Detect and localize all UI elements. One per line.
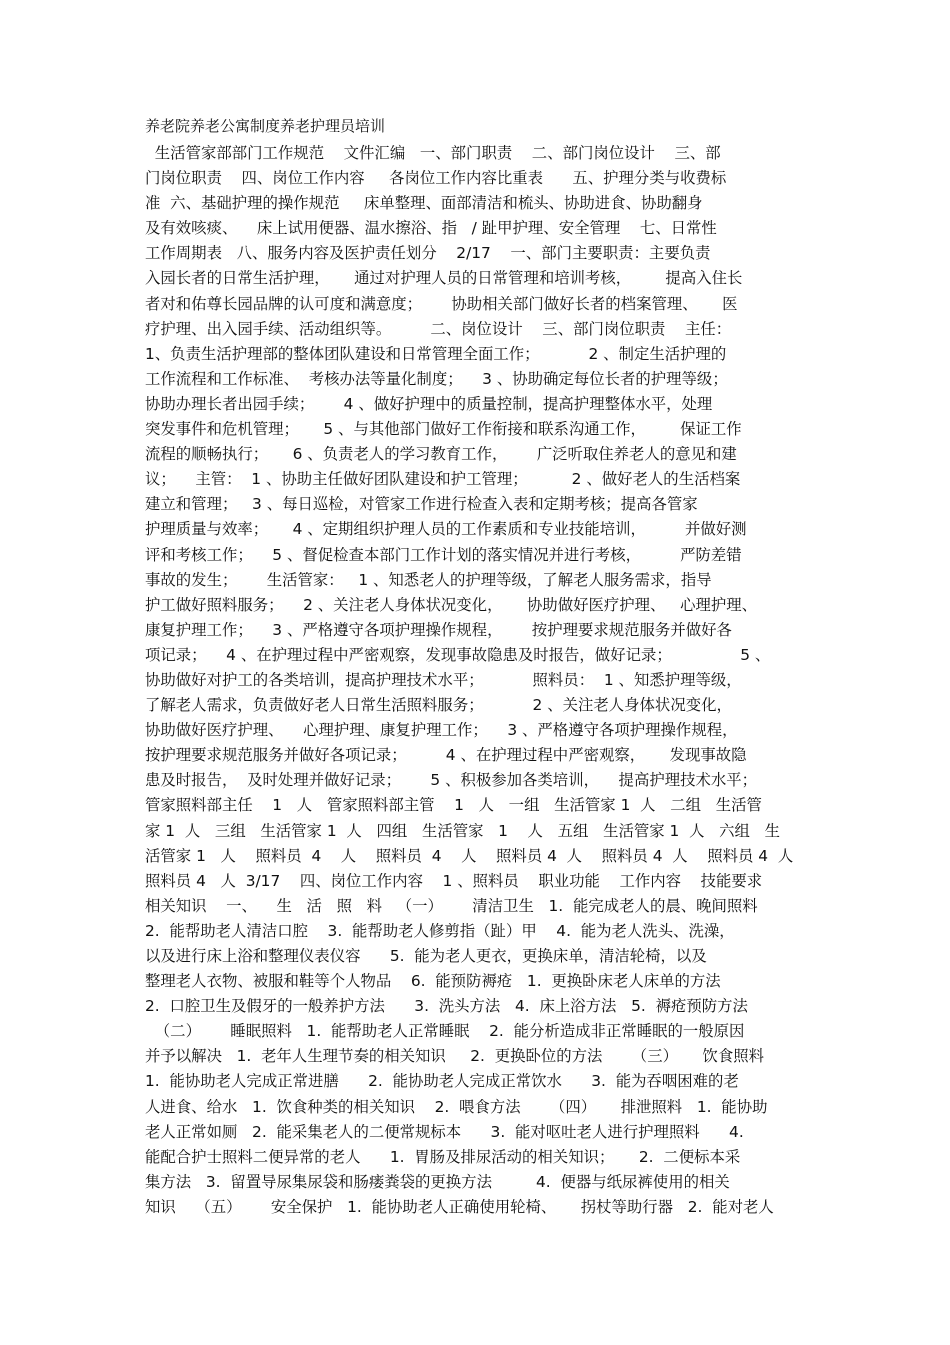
text-line: 2. 能帮助老人清洁口腔 3. 能帮助老人修剪指（趾）甲 4. 能为老人洗头、洗澡， bbox=[145, 921, 735, 940]
document-title: 养老院养老公寓制度养老护理员培训 bbox=[145, 117, 386, 135]
document-body bbox=[145, 141, 815, 1220]
text-line: 了解老人需求，负责做好老人日常生活照料服务； 2 、关注老人身体状况变化， bbox=[145, 696, 732, 715]
text-line: 协助做好医疗护理、 心理护理、康复护理工作； 3 、严格遵守各项护理操作规程， bbox=[145, 721, 738, 740]
text-line: 家 1 人 三组 生活管家 1 人 四组 生活管家 1 人 五组 生活管家 1 人 六组 生 bbox=[145, 821, 781, 840]
text-line: 集方法 3. 留置导尿集尿袋和肠瘘粪袋的更换方法 4. 便器与纸尿裤使用的相关 bbox=[145, 1172, 730, 1191]
text-line: 流程的顺畅执行； 6 、负责老人的学习教育工作， 广泛听取住养老人的意见和建 bbox=[145, 445, 737, 464]
text-line: 护工做好照料服务； 2 、关注老人身体状况变化， 协助做好医疗护理、 心理护理、 bbox=[145, 595, 758, 614]
text-line: 1、负责生活护理部的整体团队建设和日常管理全面工作； 2 、制定生活护理的 bbox=[145, 344, 727, 363]
text-line: 康复护理工作； 3 、严格遵守各项护理操作规程， 按护理要求规范服务并做好各 bbox=[145, 620, 732, 639]
text-line: 能配合护士照料二便异常的老人 1. 胃肠及排尿活动的相关知识； 2. 二便标本采 bbox=[145, 1147, 741, 1166]
text-line: 患及时报告， 及时处理并做好记录； 5 、积极参加各类培训， 提高护理技术水平； bbox=[145, 771, 758, 790]
text-line: 老人正常如厕 2. 能采集老人的二便常规标本 3. 能对呕吐老人进行护理照料 4. bbox=[145, 1122, 744, 1141]
text-line: 整理老人衣物、被服和鞋等个人物品 6. 能预防褥疮 1. 更换卧床老人床单的方法 bbox=[145, 972, 721, 991]
text-line: 按护理要求规范服务并做好各项记录； 4 、在护理过程中严密观察， 发现事故隐 bbox=[145, 746, 747, 765]
text-line: 准 六、基础护理的操作规范 床单整理、面部清洁和梳头、协助进食、协助翻身 bbox=[145, 194, 703, 213]
text-line: 相关知识 一、 生 活 照 料 （一） 清洁卫生 1. 能完成老人的晨、晚间照料 bbox=[145, 896, 758, 915]
text-line: 入园长者的日常生活护理， 通过对护理人员的日常管理和培训考核， 提高入住长 bbox=[145, 269, 743, 288]
text-line: 者对和佑尊长园品牌的认可度和满意度； 协助相关部门做好长者的档案管理、 医 bbox=[145, 294, 738, 313]
text-line: 事故的发生； 生活管家： 1 、知悉老人的护理等级，了解老人服务需求，指导 bbox=[145, 570, 712, 589]
text-line: 评和考核工作； 5 、督促检查本部门工作计划的落实情况并进行考核， 严防差错 bbox=[145, 545, 742, 564]
text-line: 以及进行床上浴和整理仪表仪容 5. 能为老人更衣，更换床单，清洁轮椅，以及 bbox=[145, 947, 707, 965]
text-line: 照料员 4 人 3/17 四、岗位工作内容 1 、照料员 职业功能 工作内容 技能要求 bbox=[145, 871, 763, 890]
text-line: 护理质量与效率； 4 、定期组织护理人员的工作素质和专业技能培训， 并做好测 bbox=[145, 520, 747, 539]
text-line: 工作流程和工作标准、 考核办法等量化制度； 3 、协助确定每位长者的护理等级； bbox=[145, 369, 728, 388]
text-line: 门岗位职责 四、岗位工作内容 各岗位工作内容比重表 五、护理分类与收费标 bbox=[145, 169, 727, 188]
text-line: 议； 主管： 1 、协助主任做好团队建设和护工管理； 2 、做好老人的生活档案 bbox=[145, 470, 741, 489]
text-line: 建立和管理； 3 、每日巡检，对管家工作进行检查入表和定期考核；提高各管家 bbox=[145, 495, 698, 514]
text-line: 2. 口腔卫生及假牙的一般养护方法 3. 洗头方法 4. 床上浴方法 5. 褥疮预防方法 bbox=[145, 997, 748, 1016]
text-line: 并予以解决 1. 老年人生理节奏的相关知识 2. 更换卧位的方法 （三） 饮食照料 bbox=[145, 1047, 764, 1066]
text-line: 人进食、给水 1. 饮食种类的相关知识 2. 喂食方法 （四） 排泄照料 1. 能协助 bbox=[145, 1097, 768, 1116]
text-line: 疗护理、出入园手续、活动组织等。 二、岗位设计 三、部门岗位职责 主任： bbox=[145, 319, 732, 338]
text-line: 管家照料部主任 1 人 管家照料部主管 1 人 一组 生活管家 1 人 二组 生活管 bbox=[145, 796, 762, 815]
text-line: 突发事件和危机管理； 5 、与其他部门做好工作衔接和联系沟通工作， 保证工作 bbox=[145, 420, 742, 439]
text-line: 生活管家部部门工作规范 文件汇编 一、部门职责 二、部门岗位设计 三、部 bbox=[145, 144, 721, 162]
text-line: 协助做好对护工的各类培训，提高护理技术水平； 照料员： 1 、知悉护理等级， bbox=[145, 670, 742, 689]
text-line: 及有效咳痰、 床上试用便器、温水擦浴、指 / 趾甲护理、安全管理 七、日常性 bbox=[145, 219, 717, 238]
text-line: 知识 （五） 安全保护 1. 能协助老人正确使用轮椅、 拐杖等助行器 2. 能对老人 bbox=[145, 1197, 774, 1216]
text-line: 协助办理长者出园手续； 4 、做好护理中的质量控制，提高护理整体水平，处理 bbox=[145, 394, 713, 413]
text-line: 1. 能协助老人完成正常进膳 2. 能协助老人完成正常饮水 3. 能为吞咽困难的老 bbox=[145, 1072, 739, 1091]
text-line: （二） 睡眠照料 1. 能帮助老人正常睡眠 2. 能分析造成非正常睡眠的一般原因 bbox=[145, 1022, 745, 1041]
text-line: 项记录； 4 、在护理过程中严密观察，发现事故隐患及时报告，做好记录； 5 、 bbox=[145, 645, 771, 664]
text-line: 活管家 1 人 照料员 4 人 照料员 4 人 照料员 4 人 照料员 4 人 照料员 4 人 bbox=[145, 846, 794, 865]
text-line: 工作周期表 八、服务内容及医护责任划分 2/17 一、部门主要职责：主要负责 bbox=[145, 244, 711, 263]
